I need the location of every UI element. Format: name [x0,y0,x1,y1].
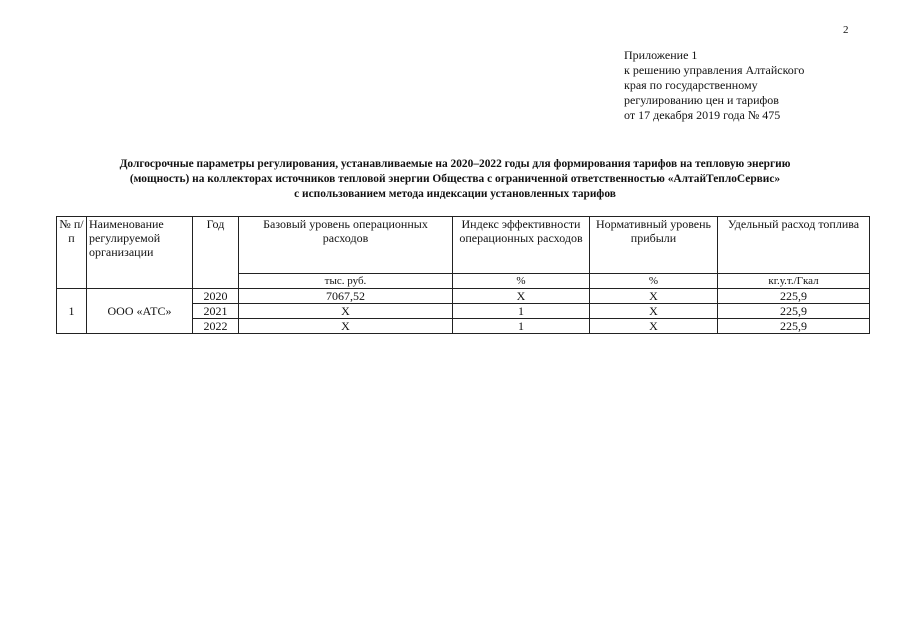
cell-efficiency-index: 1 [453,304,590,319]
header-efficiency-index: Индекс эффективности операционных расходов [453,217,590,274]
cell-year: 2021 [193,304,239,319]
appendix-line: Приложение 1 [624,48,698,62]
appendix-line: края по государственному [624,78,758,92]
appendix-line: к решению управления Алтайского [624,63,805,77]
parameters-table [56,216,870,334]
unit-efficiency-index: % [453,274,590,289]
header-num: № п/п [57,217,87,289]
cell-fuel-rate: 225,9 [718,289,870,304]
cell-profit-level: Х [590,304,718,319]
cell-profit-level: Х [590,319,718,334]
cell-base-cost: Х [239,319,453,334]
cell-base-cost: Х [239,304,453,319]
title-line: с использованием метода индексации установленных тарифов [294,188,616,200]
page-number: 2 [843,24,849,36]
cell-efficiency-index: 1 [453,319,590,334]
cell-year: 2022 [193,319,239,334]
row-organization: ООО «АТС» [87,289,193,334]
cell-profit-level: Х [590,289,718,304]
cell-efficiency-index: Х [453,289,590,304]
header-organization: Наименование регулируемой организации [87,217,193,289]
cell-fuel-rate: 225,9 [718,319,870,334]
title-line: (мощность) на коллекторах источников тепловой энергии Общества с ограниченной ответственностью «АлтайТеплоСервис» [129,173,781,185]
header-year: Год [193,217,239,289]
appendix-note [624,48,874,123]
header-profit-level: Нормативный уровень прибыли [590,217,718,274]
document-title [40,157,870,202]
unit-profit-level: % [590,274,718,289]
appendix-line: от 17 декабря 2019 года № 475 [624,108,781,122]
cell-base-cost: 7067,52 [239,289,453,304]
header-fuel-rate: Удельный расход топлива [718,217,870,274]
header-row [57,217,870,274]
row-num: 1 [57,289,87,334]
table-row [57,289,870,304]
unit-base-cost: тыс. руб. [239,274,453,289]
header-base-cost: Базовый уровень операционных расходов [239,217,453,274]
cell-year: 2020 [193,289,239,304]
cell-fuel-rate: 225,9 [718,304,870,319]
title-line: Долгосрочные параметры регулирования, устанавливаемые на 2020–2022 годы для формирования тарифов на тепловую энергию [119,158,791,170]
appendix-line: регулированию цен и тарифов [624,93,779,107]
unit-fuel-rate: кг.у.т./Гкал [718,274,870,289]
